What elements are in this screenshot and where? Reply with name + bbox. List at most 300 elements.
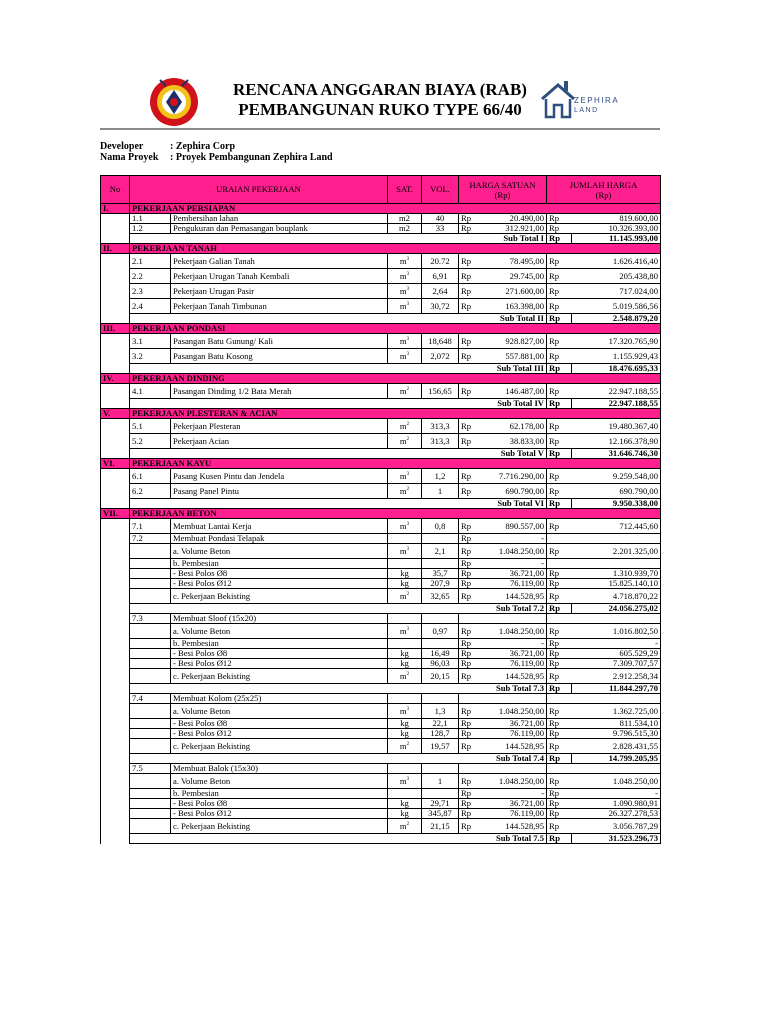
item-volume [422,694,459,704]
cell-no [101,694,130,704]
currency: Rp [459,299,484,314]
item-volume [422,789,459,799]
total-price: 1.048.250,00 [572,774,661,789]
col-harga-satuan [459,176,547,204]
total-price: 7.309.707,57 [572,659,661,669]
currency: Rp [459,624,484,639]
unit-text: m [399,420,407,431]
table-row [101,799,661,809]
currency: Rp [547,639,572,649]
currency: Rp [547,604,572,614]
item-unit [388,704,422,719]
total-price: 17.320.765,90 [572,334,661,349]
section-title: PEKERJAAN KAYU [130,459,661,469]
cell-no [101,569,130,579]
cell-no [101,809,130,819]
item-description: c. Pekerjaan Bekisting [171,819,388,834]
item-unit [388,349,422,364]
total-price: 4.718.870,22 [572,589,661,604]
table-row [101,544,661,559]
item-description: - Besi Polos Ø8 [171,649,388,659]
cell-no [101,649,130,659]
cell-no [101,214,130,224]
unit-exponent: 3 [406,521,410,527]
item-volume: 2,1 [422,544,459,559]
item-unit [388,819,422,834]
unit-exponent: 2 [406,386,410,392]
item-volume: 313,3 [422,434,459,449]
item-unit [388,624,422,639]
currency [547,614,572,624]
unit-price: 36.721,00 [484,569,547,579]
unit-text: kg [400,718,409,728]
currency: Rp [547,739,572,754]
currency: Rp [459,729,484,739]
unit-price: 1.048.250,00 [484,704,547,719]
item-number: 2.1 [130,254,171,269]
unit-price: 1.048.250,00 [484,544,547,559]
currency [547,534,572,544]
unit-text: m [399,820,407,831]
table-row [101,334,661,349]
unit-price: 1.048.250,00 [484,774,547,789]
developer-label: Developer [100,141,144,152]
currency: Rp [547,569,572,579]
unit-price: 928.827,00 [484,334,547,349]
subtotal-row [101,399,661,409]
item-number [130,624,171,639]
subtotal-row [101,604,661,614]
unit-exponent: 3 [406,546,410,552]
item-number: 7.1 [130,519,171,534]
item-description: a. Volume Beton [171,774,388,789]
total-price: 1.310.939,70 [572,569,661,579]
table-row [101,349,661,364]
currency: Rp [459,484,484,499]
subtotal-row [101,314,661,324]
item-volume: 32,65 [422,589,459,604]
zephira-land-logo-icon [538,73,628,123]
unit-price: 146.487,00 [484,384,547,399]
currency: Rp [547,224,572,234]
currency: Rp [459,519,484,534]
item-unit [388,639,422,649]
unit-exponent: 2 [406,486,410,492]
section-title: PEKERJAAN BETON [130,509,661,519]
item-number: 5.1 [130,419,171,434]
unit-exponent: 3 [406,626,410,632]
cell-no [101,669,130,684]
total-price: 717.024,00 [572,284,661,299]
subtotal-label: Sub Total 7.5 [130,834,547,844]
subtotal-value: 31.523.296,73 [572,834,661,844]
unit-text: kg [400,568,409,578]
section-row [101,509,661,519]
cell-no [101,684,130,694]
item-description: Membuat Sloof (15x20) [171,614,388,624]
subtotal-value: 14.799.205,95 [572,754,661,764]
item-unit [388,764,422,774]
cell-no [101,334,130,349]
unit-price: 690.790,00 [484,484,547,499]
table-header-row [101,176,661,204]
currency: Rp [547,254,572,269]
total-price: 1.155.929,43 [572,349,661,364]
item-description: a. Volume Beton [171,704,388,719]
unit-text: m [399,255,407,266]
currency: Rp [459,739,484,754]
unit-price: 76.119,00 [484,809,547,819]
unit-exponent: 2 [406,421,410,427]
currency: Rp [547,754,572,764]
unit-exponent: 3 [406,351,410,357]
cell-no [101,799,130,809]
item-volume: 22,1 [422,719,459,729]
item-volume: 21,15 [422,819,459,834]
table-row [101,579,661,589]
currency: Rp [547,774,572,789]
currency: Rp [547,349,572,364]
currency: Rp [547,449,572,459]
total-price: 2.912.258,34 [572,669,661,684]
unit-exponent: 2 [406,741,410,747]
currency: Rp [459,809,484,819]
item-volume: 0,97 [422,624,459,639]
unit-exponent: 3 [406,256,410,262]
item-description: - Besi Polos Ø12 [171,729,388,739]
table-row [101,589,661,604]
currency: Rp [547,579,572,589]
item-unit [388,269,422,284]
total-price: 12.166.378,90 [572,434,661,449]
unit-text: m [399,545,407,556]
col-uraian: URAIAN PEKERJAAN [130,176,388,204]
cell-no [101,399,130,409]
item-volume: 18,648 [422,334,459,349]
total-price: 1.362.725,00 [572,704,661,719]
currency: Rp [459,569,484,579]
item-description: Pasangan Batu Gunung/ Kali [171,334,388,349]
item-unit [388,334,422,349]
currency: Rp [547,384,572,399]
unit-price: 78.495,00 [484,254,547,269]
item-unit [388,384,422,399]
unit-exponent: 3 [406,271,410,277]
item-description: - Besi Polos Ø12 [171,809,388,819]
item-description: Pasang Panel Pintu [171,484,388,499]
table-row [101,214,661,224]
item-volume: 33 [422,224,459,234]
item-description: c. Pekerjaan Bekisting [171,739,388,754]
unit-text: kg [400,808,409,818]
currency: Rp [459,659,484,669]
developer-value: : Zephira Corp [170,141,235,152]
subtotal-row [101,449,661,459]
cell-no [101,819,130,834]
item-number: 6.1 [130,469,171,484]
table-row [101,434,661,449]
subtotal-label: Sub Total 7.3 [130,684,547,694]
item-description: Pembersihan lahan [171,214,388,224]
item-unit [388,614,422,624]
currency: Rp [547,484,572,499]
unit-text: m [399,590,407,601]
section-row [101,204,661,214]
total-price: 605.529,29 [572,649,661,659]
table-row [101,649,661,659]
item-description: c. Pekerjaan Bekisting [171,669,388,684]
subtotal-label: Sub Total VI [130,499,547,509]
unit-price: 76.119,00 [484,659,547,669]
item-volume: 35,7 [422,569,459,579]
item-description: c. Pekerjaan Bekisting [171,589,388,604]
total-price: 3.056.787,29 [572,819,661,834]
table-row [101,764,661,774]
section-title: PEKERJAAN PLESTERAN & ACIAN [130,409,661,419]
currency: Rp [547,299,572,314]
unit-text: m [399,385,407,396]
project-label: Nama Proyek [100,152,159,163]
cell-no [101,589,130,604]
section-number: VI. [101,459,130,469]
table-row [101,284,661,299]
table-row [101,739,661,754]
unit-price: 76.119,00 [484,729,547,739]
cell-no [101,639,130,649]
item-number: 3.2 [130,349,171,364]
cell-no [101,719,130,729]
currency: Rp [547,434,572,449]
table-row [101,484,661,499]
total-price: 811.534,10 [572,719,661,729]
unit-price: 36.721,00 [484,799,547,809]
currency: Rp [547,799,572,809]
item-number: 5.2 [130,434,171,449]
item-number: 7.4 [130,694,171,704]
cell-no [101,579,130,589]
unit-price: 20.490,00 [484,214,547,224]
unit-exponent: 3 [406,776,410,782]
item-description: Membuat Lantai Kerja [171,519,388,534]
item-volume: 20,15 [422,669,459,684]
unit-text: kg [400,658,409,668]
item-number [130,589,171,604]
unit-exponent: 3 [406,471,410,477]
cell-no [101,614,130,624]
item-unit [388,559,422,569]
currency: Rp [547,669,572,684]
unit-text: kg [400,578,409,588]
currency: Rp [547,809,572,819]
item-volume: 20.72 [422,254,459,269]
item-description: Pengukuran dan Pemasangan bouplank [171,224,388,234]
currency: Rp [547,684,572,694]
item-unit [388,419,422,434]
col-harga-satuan-unit: (Rp) [494,189,511,200]
subtotal-value: 11.844.297,70 [572,684,661,694]
unit-exponent: 3 [406,286,410,292]
total-price: 22.947.188,55 [572,384,661,399]
total-price: 1.090.980,91 [572,799,661,809]
total-price: 5.019.586,56 [572,299,661,314]
cell-no [101,764,130,774]
item-unit [388,809,422,819]
item-unit [388,579,422,589]
unit-text: m [399,300,407,311]
item-unit [388,789,422,799]
unit-exponent: 3 [406,706,410,712]
item-number: 1.2 [130,224,171,234]
item-unit [388,649,422,659]
total-price [572,614,661,624]
unit-price: 144.528,95 [484,739,547,754]
item-volume: 16,49 [422,649,459,659]
item-description: Pekerjaan Tanah Timbunan [171,299,388,314]
cell-no [101,834,130,844]
table-row [101,559,661,569]
total-price: 690.790,00 [572,484,661,499]
item-volume: 19,57 [422,739,459,754]
item-description: Pekerjaan Galian Tanah [171,254,388,269]
item-description: - Besi Polos Ø8 [171,569,388,579]
item-volume: 1 [422,774,459,789]
col-jumlah-harga-label: JUMLAH HARGA [569,179,638,190]
unit-price: - [484,559,547,569]
currency: Rp [547,269,572,284]
cell-no [101,469,130,484]
section-title: PEKERJAAN DINDING [130,374,661,384]
unit-text: m [399,350,407,361]
currency: Rp [459,789,484,799]
unit-text: m [399,335,407,346]
total-price: 712.445,60 [572,519,661,534]
unit-exponent: 2 [406,591,410,597]
unit-text: m [399,520,407,531]
cell-no [101,449,130,459]
cell-no [101,774,130,789]
item-number [130,729,171,739]
unit-price: 557.881,00 [484,349,547,364]
currency: Rp [459,419,484,434]
cell-no [101,349,130,364]
subtotal-row [101,499,661,509]
section-number: VII. [101,509,130,519]
item-description: Membuat Balok (15x30) [171,764,388,774]
currency: Rp [459,254,484,269]
currency: Rp [459,284,484,299]
unit-price: - [484,534,547,544]
currency: Rp [547,834,572,844]
table-row [101,624,661,639]
unit-price: - [484,639,547,649]
subtotal-value: 18.476.695,33 [572,364,661,374]
cell-no [101,604,130,614]
item-description: b. Pembesian [171,559,388,569]
item-description: - Besi Polos Ø12 [171,659,388,669]
item-number: 1.1 [130,214,171,224]
currency: Rp [547,334,572,349]
table-row [101,719,661,729]
table-row [101,669,661,684]
item-number [130,669,171,684]
item-description: - Besi Polos Ø12 [171,579,388,589]
table-row [101,569,661,579]
item-number [130,579,171,589]
section-row [101,244,661,254]
cell-no [101,384,130,399]
currency: Rp [547,649,572,659]
unit-text: m2 [399,223,410,233]
total-price: - [572,789,661,799]
total-price [572,559,661,569]
cell-no [101,544,130,559]
currency: Rp [459,719,484,729]
item-number [130,559,171,569]
item-number [130,739,171,754]
unit-text: m [399,740,407,751]
project-meta [100,141,333,163]
item-number [130,544,171,559]
section-title: PEKERJAAN PONDASI [130,324,661,334]
subtotal-label: Sub Total III [130,364,547,374]
section-number: II. [101,244,130,254]
unit-price: - [484,789,547,799]
table-row [101,729,661,739]
unit-price: 144.528,95 [484,819,547,834]
item-number: 4.1 [130,384,171,399]
currency: Rp [459,579,484,589]
col-jumlah-harga-unit: (Rp) [595,189,612,200]
currency [547,559,572,569]
total-price: 26.327.278,53 [572,809,661,819]
currency: Rp [459,669,484,684]
item-number [130,704,171,719]
project-value: : Proyek Pembangunan Zephira Land [170,152,333,163]
item-unit [388,519,422,534]
item-number: 2.3 [130,284,171,299]
table-row [101,469,661,484]
subtotal-label: Sub Total 7.4 [130,754,547,764]
section-number: III. [101,324,130,334]
total-price: 9.259.548,00 [572,469,661,484]
cell-no [101,624,130,639]
cell-no [101,739,130,754]
subtotal-label: Sub Total IV [130,399,547,409]
total-price: 10.326.393,00 [572,224,661,234]
table-row [101,519,661,534]
item-number [130,639,171,649]
currency: Rp [547,704,572,719]
item-unit [388,774,422,789]
item-description: Pasangan Batu Kosong [171,349,388,364]
section-row [101,409,661,419]
unit-text: kg [400,798,409,808]
item-volume: 0,8 [422,519,459,534]
currency: Rp [459,269,484,284]
subtotal-label: Sub Total II [130,314,547,324]
unit-price: 1.048.250,00 [484,624,547,639]
cell-no [101,789,130,799]
item-description: Pekerjaan Urugan Pasir [171,284,388,299]
unit-exponent: 3 [406,336,410,342]
unit-text: kg [400,728,409,738]
unit-text: m [399,485,407,496]
item-unit [388,659,422,669]
section-row [101,374,661,384]
item-number [130,649,171,659]
cell-no [101,729,130,739]
item-description: Pekerjaan Plesteran [171,419,388,434]
